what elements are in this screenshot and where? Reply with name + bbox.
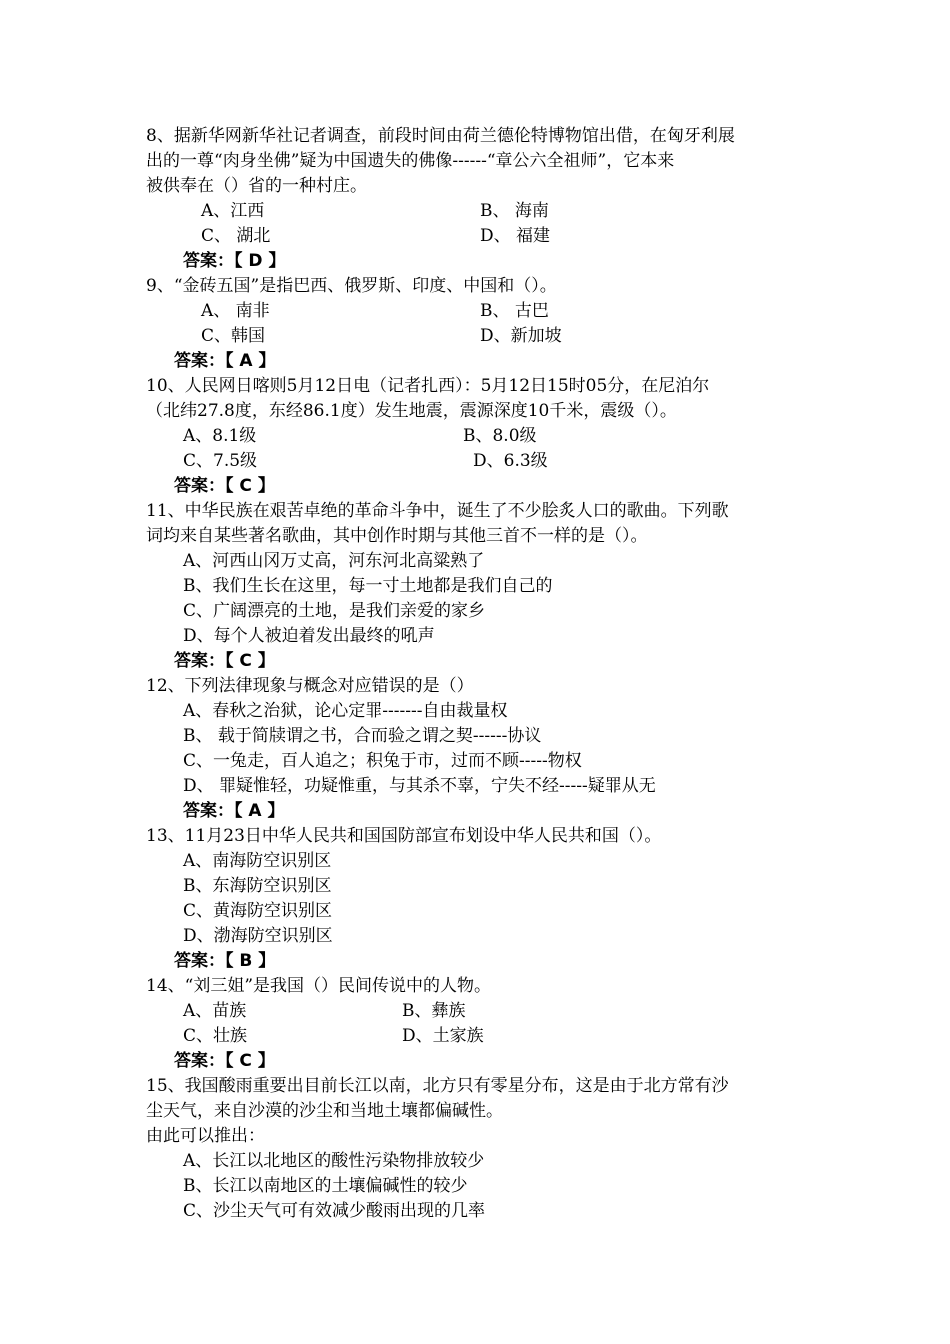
question-14-option-c: C、壮族	[183, 1026, 248, 1046]
question-11-option-d: D、每个人被迫着发出最终的吼声	[183, 626, 435, 646]
question-13-option-c: C、黄海防空识别区	[183, 901, 333, 921]
question-10-stem-line-1: 10、人民网日喀则5月12日电（记者扎西）：5月12日15时05分，在尼泊尔	[146, 376, 710, 396]
question-9-option-b: B、 古巴	[480, 301, 549, 321]
question-11-stem-line-2: 词均来自某些著名歌曲，其中创作时期与其他三首不一样的是（）。	[146, 526, 648, 546]
question-10-option-a: A、8.1级	[183, 426, 257, 446]
question-9-stem-line-1: 9、“金砖五国”是指巴西、俄罗斯、印度、中国和（）。	[146, 276, 557, 296]
question-8-stem-line-1: 8、据新华网新华社记者调查，前段时间由荷兰德伦特博物馆出借，在匈牙利展	[146, 126, 735, 146]
question-13-stem-line-1: 13、11月23日中华人民共和国国防部宣布划设中华人民共和国（）。	[146, 826, 662, 846]
question-15-stem-line-2: 尘天气，来自沙漠的沙尘和当地土壤都偏碱性。	[146, 1101, 503, 1121]
question-14-option-d: D、土家族	[402, 1026, 484, 1046]
question-12-option-d: D、 罪疑惟轻，功疑惟重，与其杀不辜，宁失不经-----疑罪从无	[183, 776, 656, 796]
question-13-option-b: B、东海防空识别区	[183, 876, 332, 896]
question-9-answer: 答案：【 A 】	[174, 351, 276, 371]
question-12-stem-line-1: 12、下列法律现象与概念对应错误的是（）	[146, 676, 474, 696]
question-12-option-b: B、 载于简牍谓之书，合而验之谓之契------协议	[183, 726, 542, 746]
question-10-option-c: C、7.5级	[183, 451, 258, 471]
question-11-answer: 答案：【 C 】	[174, 651, 275, 671]
question-8-stem-line-3: 被供奉在（）省的一种村庄。	[146, 176, 367, 196]
question-9-option-d: D、新加坡	[480, 326, 562, 346]
question-8-option-c: C、 湖北	[201, 226, 271, 246]
question-15-stem-line-3: 由此可以推出：	[146, 1126, 265, 1146]
question-13-option-d: D、渤海防空识别区	[183, 926, 333, 946]
question-10-option-d: D、6.3级	[473, 451, 548, 471]
question-15-option-a: A、长江以北地区的酸性污染物排放较少	[183, 1151, 485, 1171]
question-8-option-b: B、 海南	[480, 201, 549, 221]
question-11-option-b: B、我们生长在这里，每一寸土地都是我们自己的	[183, 576, 553, 596]
question-8-answer: 答案：【 D 】	[183, 251, 286, 271]
question-11-stem-line-1: 11、中华民族在艰苦卓绝的革命斗争中，诞生了不少脍炙人口的歌曲。下列歌	[146, 501, 729, 521]
question-13-option-a: A、南海防空识别区	[183, 851, 332, 871]
question-12-answer: 答案：【 A 】	[183, 801, 285, 821]
question-9-option-c: C、韩国	[201, 326, 266, 346]
question-12-option-c: C、一兔走，百人追之；积兔于市，过而不顾-----物权	[183, 751, 582, 771]
question-14-stem-line-1: 14、“刘三姐”是我国（）民间传说中的人物。	[146, 976, 492, 996]
question-14-option-a: A、苗族	[183, 1001, 247, 1021]
question-8-stem-line-2: 出的一尊“肉身坐佛”疑为中国遗失的佛像------“章公六全祖师”，它本来	[146, 151, 675, 171]
question-8-option-d: D、 福建	[480, 226, 551, 246]
question-8-option-a: A、江西	[201, 201, 265, 221]
question-14-answer: 答案：【 C 】	[174, 1051, 275, 1071]
question-9-option-a: A、 南非	[201, 301, 270, 321]
question-15-option-b: B、长江以南地区的土壤偏碱性的较少	[183, 1176, 468, 1196]
question-13-answer: 答案：【 B 】	[174, 951, 276, 971]
question-10-stem-line-2: （北纬27.8度，东经86.1度）发生地震，震源深度10千米，震级（）。	[146, 401, 677, 421]
question-14-option-b: B、彝族	[402, 1001, 466, 1021]
question-11-option-a: A、河西山冈万丈高，河东河北高粱熟了	[183, 551, 485, 571]
question-10-option-b: B、8.0级	[463, 426, 537, 446]
question-12-option-a: A、春秋之治狱，论心定罪-------自由裁量权	[183, 701, 508, 721]
question-15-stem-line-1: 15、我国酸雨重要出目前长江以南，北方只有零星分布，这是由于北方常有沙	[146, 1076, 729, 1096]
question-15-option-c: C、沙尘天气可有效减少酸雨出现的几率	[183, 1201, 486, 1221]
question-10-answer: 答案：【 C 】	[174, 476, 275, 496]
question-11-option-c: C、广阔漂亮的土地，是我们亲爱的家乡	[183, 601, 486, 621]
